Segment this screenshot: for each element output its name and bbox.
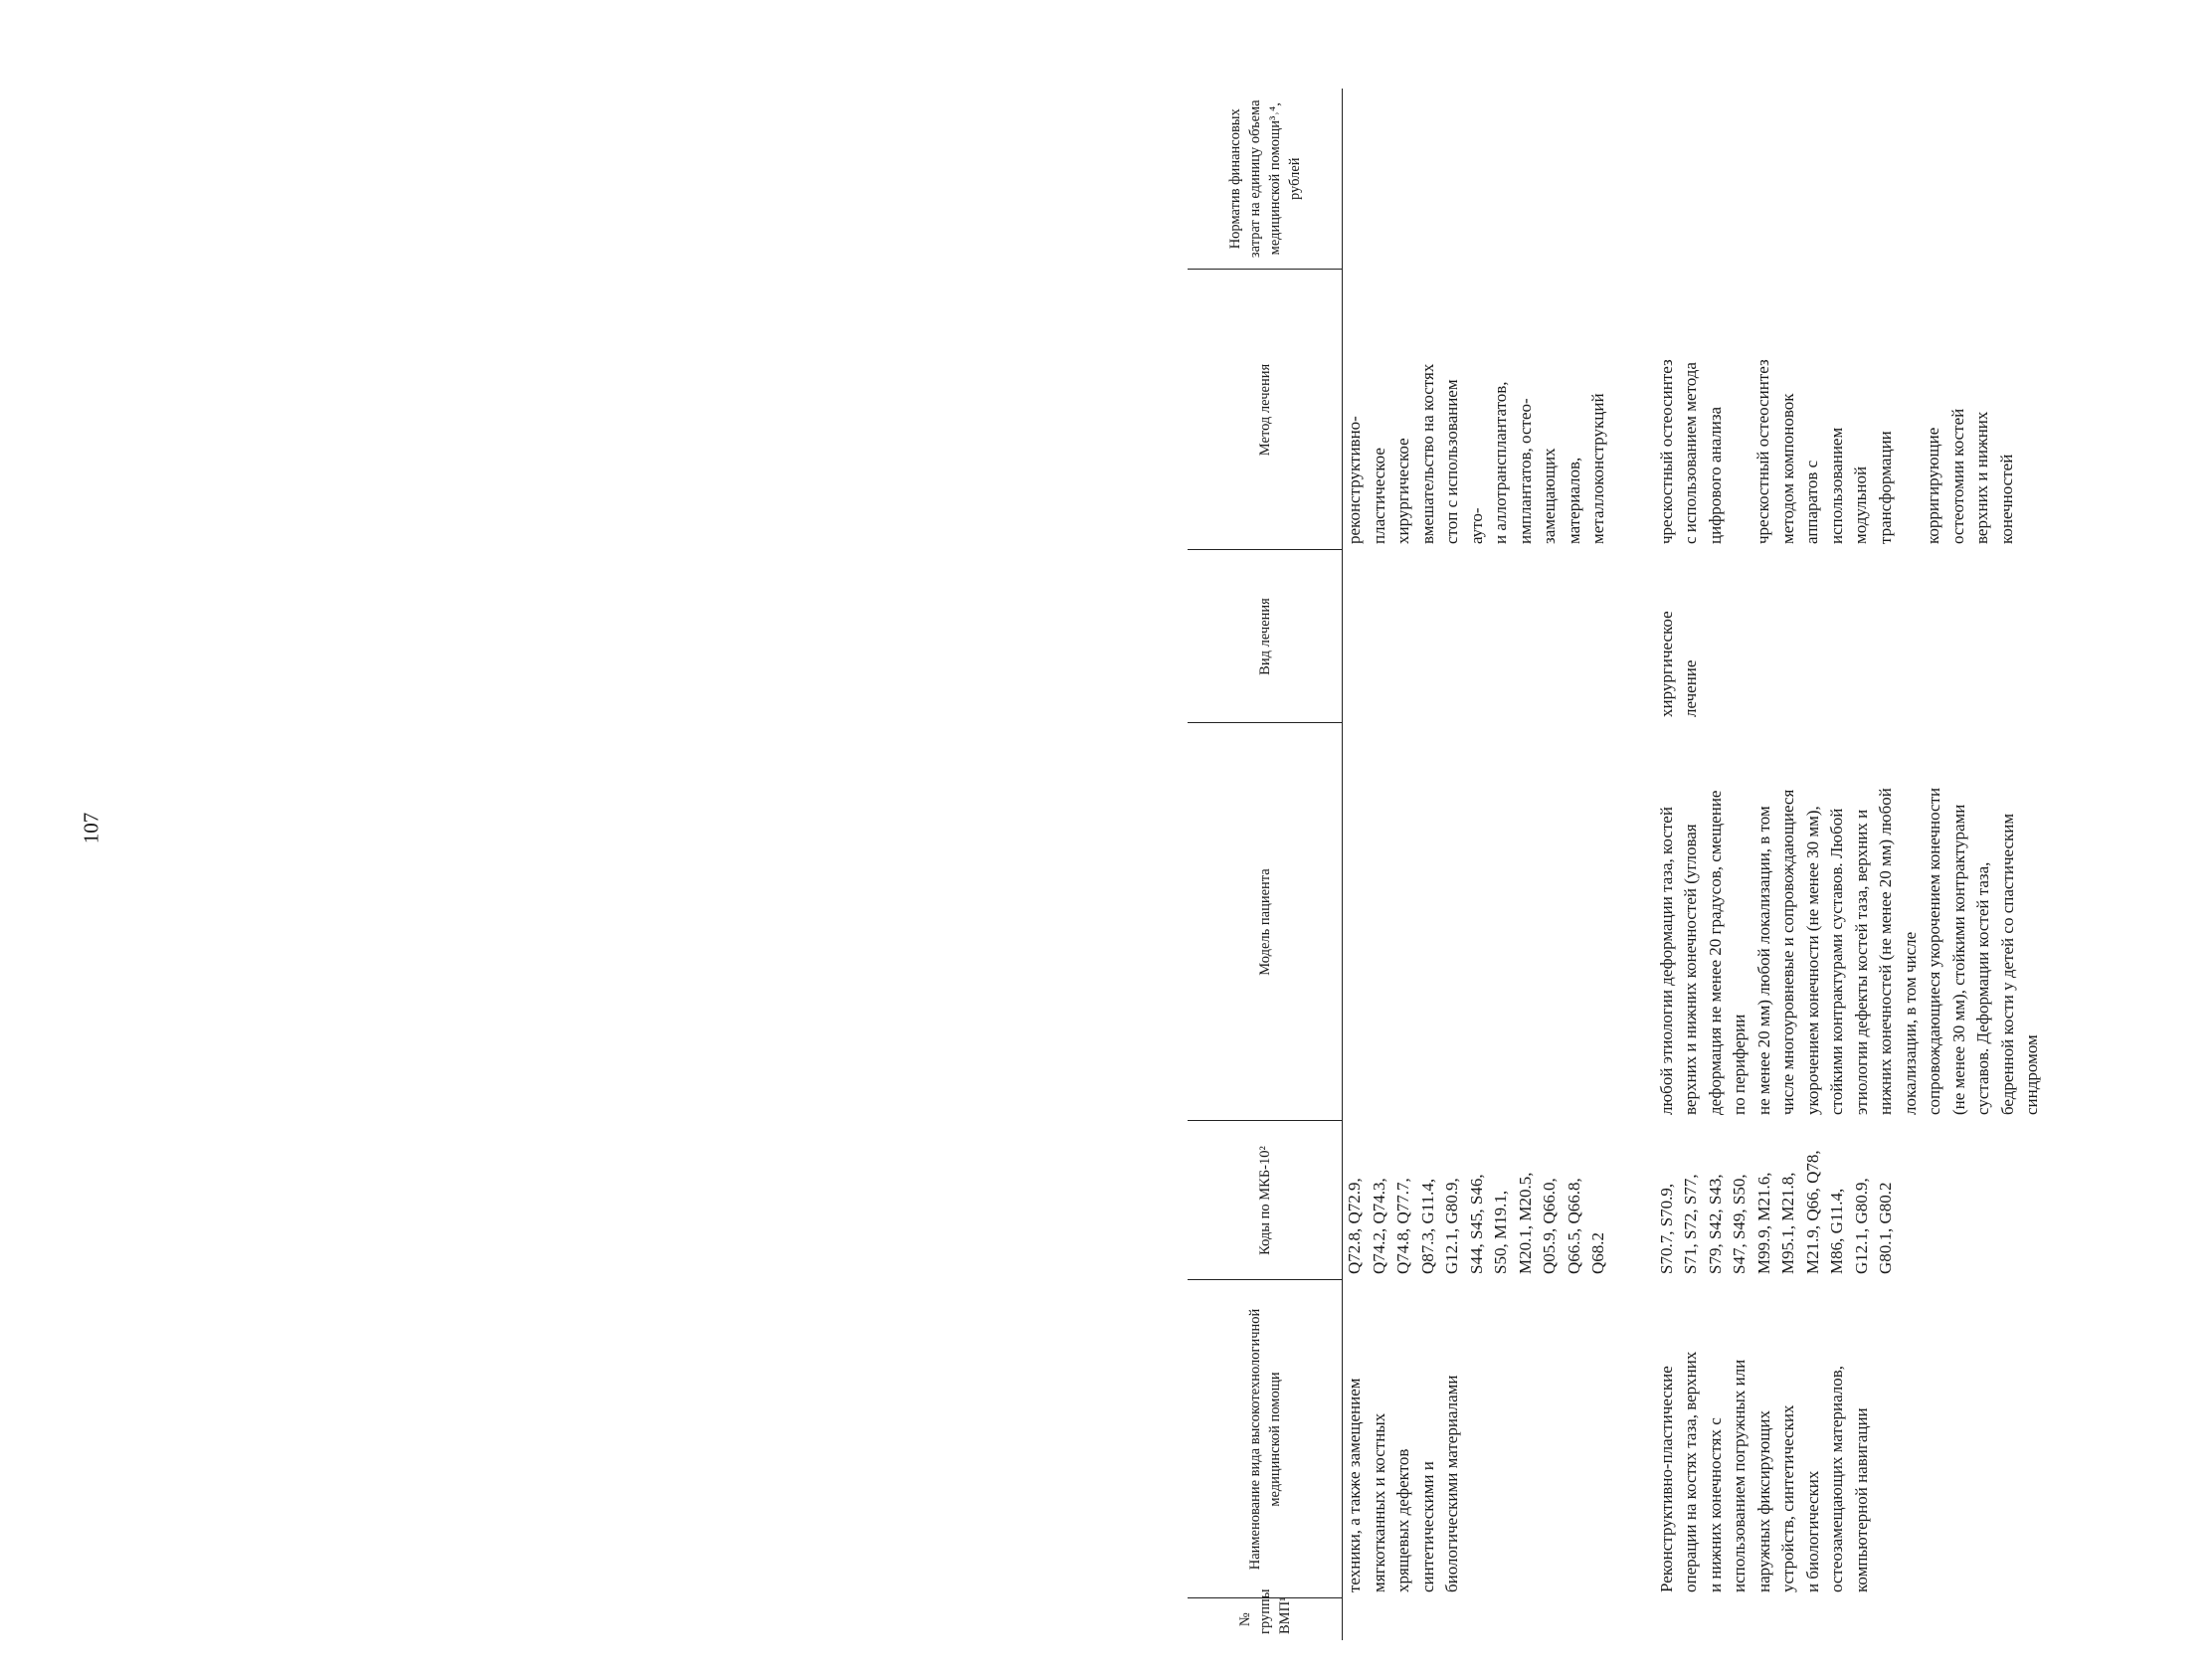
cell-codes: S70.7, S70.9, S71, S72, S77, S79, S42, S43, S47, S49, S50, M99.9, M21.6, M95.1, M21.8, M21.9, Q66, Q78, M86, G11.4, G12.1, G80.9, G80.1, G80.2 <box>1656 1150 1895 1274</box>
method-item: чрескостный остеосинтез методом компоновок аппаратов с использованием модульной трансформации <box>1753 359 1895 544</box>
cell-method <box>1611 270 2045 550</box>
cell-name: Реконструктивно-пластические операции на костях таза, верхних и нижних конечностях с использованием погружных или наружных фиксирующих устройств, синтетических и биологических остеозамещающих материалов, компьютерной навигации <box>1656 1351 1871 1592</box>
header-name: Наименование вида высокотехнологичной медицинской помощи <box>1188 1280 1343 1598</box>
table-row <box>1611 89 2045 1640</box>
method-item: чрескостный остеосинтез с использованием метода цифрового анализа <box>1656 359 1725 544</box>
cell-type <box>1343 550 1611 723</box>
header-codes: Коды по МКБ-10² <box>1188 1121 1343 1280</box>
page-number: 107 <box>79 812 103 844</box>
table-row <box>1343 89 1611 1640</box>
header-cost: Норматив финансовых затрат на единицу объема медицинской помощи³˒⁴, рублей <box>1188 89 1343 270</box>
cell-method: реконструктивно- пластическое хирургическое вмешательство на костях стоп с использованием ауто- и аллотрансплантатов, имплантатов, остео- замещающих материалов, металлоконструкций <box>1345 363 1607 544</box>
cell-name: техники, а также замещением мягкотканных и костных хрящевых дефектов синтетическими и биологическими материалами <box>1345 1375 1461 1592</box>
cell-codes: Q72.8, Q72.9, Q74.2, Q74.3, Q74.8, Q77.7, Q87.3, G11.4, G12.1, G80.9, S44, S45, S46, S50, M19.1, M20.1, M20.5, Q05.9, Q66.0, Q66.5, Q66.8, Q68.2 <box>1345 1172 1607 1274</box>
cell-cost <box>1611 89 2045 270</box>
rotated-table-container <box>1188 89 2212 1640</box>
vmp-table <box>1188 89 2045 1640</box>
cell-model <box>1343 723 1611 1121</box>
cell-group <box>1343 1598 1611 1640</box>
table-header-row <box>1188 89 1343 1640</box>
header-model: Модель пациента <box>1188 723 1343 1121</box>
header-type: Вид лечения <box>1188 550 1343 723</box>
header-group: № группы ВМП¹ <box>1236 1588 1293 1634</box>
cell-group <box>1611 1598 2045 1640</box>
header-method: Метод лечения <box>1188 270 1343 550</box>
cell-model: любой этиологии деформации таза, костей верхних и нижних конечностей (угловая деформация не менее 20 градусов, смещение по периферии не менее 20 мм) любой локализации, в том числе многоуровневые и сопровождающиеся укорочением конечности (не менее 30 мм), стойкими контрактурами суставов. Любой этиологии дефекты костей таза, верхних и нижних конечностей (не менее 20 мм) любой локализации, в том числе сопровождающиеся укорочением конечности (не менее 30 мм), стойкими контрактурами суставов. Деформации костей таза, бедренной кости у детей со спастическим синдромом <box>1656 787 2041 1115</box>
cell-type: хирургическое лечение <box>1656 611 1700 717</box>
method-item: корригирующие остеотомии костей верхних и нижних конечностей <box>1924 408 2016 544</box>
cell-cost <box>1343 89 1611 270</box>
